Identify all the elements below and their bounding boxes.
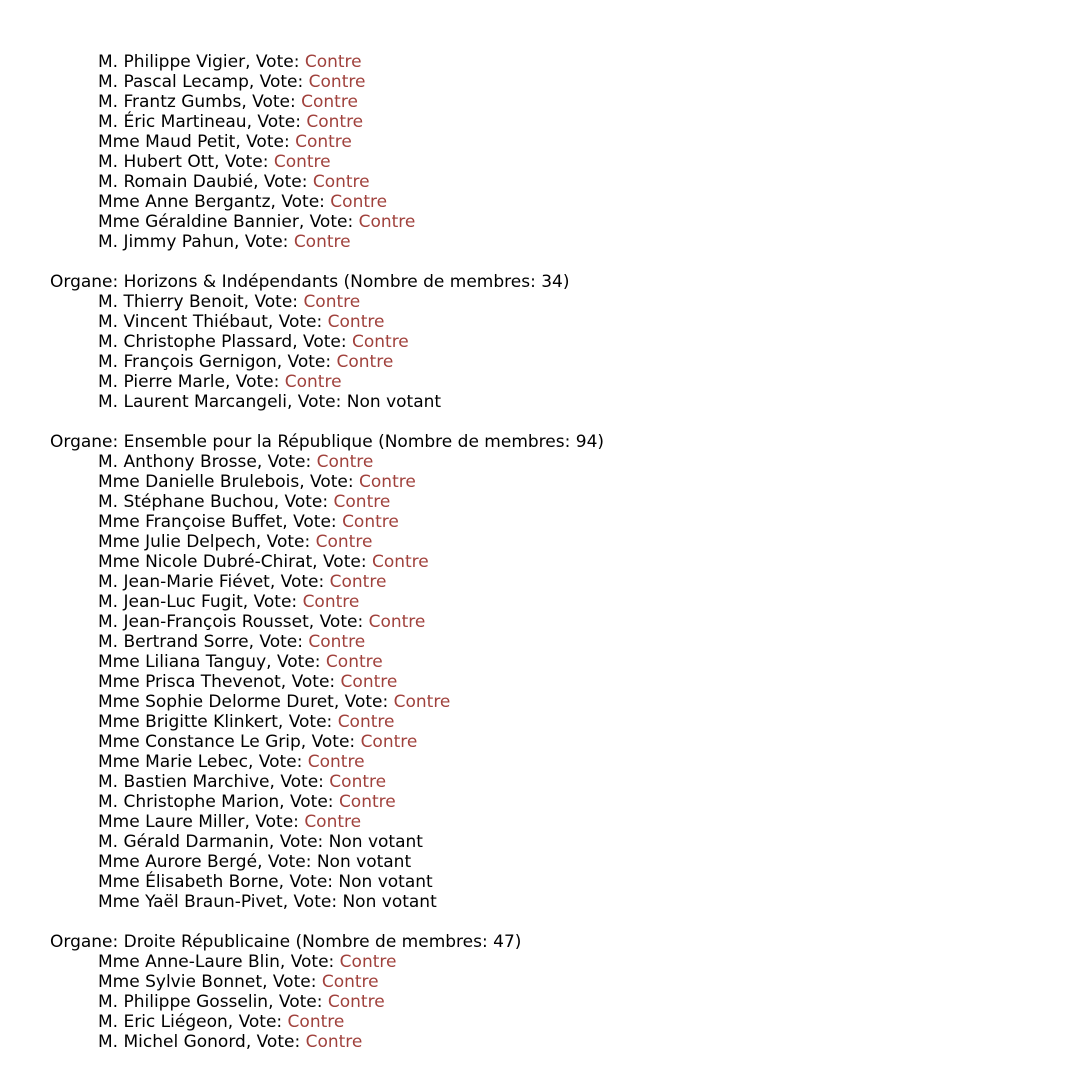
member-row	[50, 152, 604, 172]
vote-value: Contre	[302, 592, 360, 612]
member-name: M. Pierre Marle	[98, 372, 225, 392]
member-name: M. Thierry Benoit	[98, 292, 244, 312]
member-row	[50, 692, 604, 712]
vote-prefix: , Vote:	[279, 952, 340, 972]
member-row	[50, 652, 604, 672]
members-count: 94	[575, 432, 598, 452]
vote-value: Contre	[284, 372, 342, 392]
vote-prefix: , Vote:	[246, 112, 307, 132]
vote-value: Contre	[308, 632, 366, 652]
member-row	[50, 892, 604, 912]
member-name: M. Stéphane Buchou	[98, 492, 274, 512]
member-name: M. Philippe Gosselin	[98, 992, 269, 1012]
vote-prefix: , Vote:	[273, 492, 334, 512]
member-row	[50, 372, 604, 392]
vote-value: Non votant	[328, 832, 423, 852]
member-row	[50, 592, 604, 612]
vote-value: Contre	[303, 292, 361, 312]
member-name: M. Laurent Marcangeli	[98, 392, 287, 412]
vote-value: Contre	[337, 712, 395, 732]
members-suffix: )	[562, 272, 570, 292]
members-prefix: (Nombre de membres:	[290, 932, 494, 952]
member-row	[50, 112, 604, 132]
member-row	[50, 572, 604, 592]
vote-value: Contre	[333, 492, 391, 512]
vote-prefix: , Vote:	[269, 772, 330, 792]
member-row	[50, 752, 604, 772]
vote-results-document	[50, 52, 604, 1052]
vote-prefix: , Vote:	[280, 672, 341, 692]
member-name: M. Eric Liégeon	[98, 1012, 228, 1032]
member-name: M. Frantz Gumbs	[98, 92, 242, 112]
member-row	[50, 92, 604, 112]
group-spacer	[50, 912, 604, 932]
vote-value: Contre	[338, 792, 396, 812]
vote-value: Contre	[308, 72, 366, 92]
vote-prefix: , Vote:	[292, 332, 352, 352]
vote-prefix: , Vote:	[270, 192, 331, 212]
member-row	[50, 812, 604, 832]
vote-prefix: , Vote:	[243, 292, 304, 312]
vote-value: Contre	[342, 512, 399, 532]
member-name: M. Bertrand Sorre	[98, 632, 249, 652]
member-row	[50, 772, 604, 792]
vote-prefix: , Vote:	[245, 1032, 306, 1052]
vote-value: Contre	[287, 1012, 345, 1032]
member-row	[50, 312, 604, 332]
member-name: Mme Maud Petit	[98, 132, 236, 152]
vote-prefix: , Vote:	[253, 172, 313, 192]
member-row	[50, 1032, 604, 1052]
member-row	[50, 532, 604, 552]
vote-prefix: , Vote:	[333, 692, 394, 712]
member-name: Mme Anne-Laure Blin	[98, 952, 280, 972]
group-name: Droite Républicaine	[123, 932, 291, 952]
vote-value: Non votant	[338, 872, 433, 892]
vote-prefix: , Vote:	[268, 832, 329, 852]
vote-value: Contre	[273, 152, 331, 172]
member-name: Mme Aurore Bergé	[98, 852, 258, 872]
group-name: Horizons & Indépendants	[123, 272, 339, 292]
member-name: M. Jimmy Pahun	[98, 232, 235, 252]
member-name: Mme Danielle Brulebois	[98, 472, 300, 492]
vote-prefix: , Vote:	[256, 452, 317, 472]
member-row	[50, 352, 604, 372]
vote-prefix: , Vote:	[244, 812, 305, 832]
member-row	[50, 712, 604, 732]
vote-prefix: , Vote:	[267, 312, 328, 332]
vote-value: Contre	[307, 752, 365, 772]
group-name: Ensemble pour la République	[123, 432, 373, 452]
member-row	[50, 632, 604, 652]
member-row	[50, 1012, 604, 1032]
member-name: M. Bastien Marchive	[98, 772, 270, 792]
vote-value: Contre	[351, 332, 409, 352]
vote-prefix: , Vote:	[277, 712, 338, 732]
group-spacer	[50, 412, 604, 432]
vote-value: Non votant	[316, 852, 412, 872]
member-row	[50, 972, 604, 992]
member-row	[50, 132, 604, 152]
members-count: 34	[541, 272, 563, 292]
vote-prefix: , Vote:	[268, 992, 328, 1012]
member-row	[50, 512, 604, 532]
vote-value: Non votant	[342, 892, 437, 912]
vote-value: Contre	[301, 92, 358, 112]
member-name: Mme Laure Miller	[98, 812, 245, 832]
vote-prefix: , Vote:	[312, 552, 372, 572]
member-row	[50, 212, 604, 232]
member-row	[50, 872, 604, 892]
vote-value: Contre	[339, 952, 397, 972]
vote-prefix: , Vote:	[227, 1012, 288, 1032]
members-prefix: (Nombre de membres:	[372, 432, 576, 452]
member-name: Mme Julie Delpech	[98, 532, 256, 552]
vote-value: Contre	[336, 352, 394, 372]
member-name: Mme Prisca Thevenot	[98, 672, 281, 692]
organe-prefix: Organe:	[50, 932, 124, 952]
vote-value: Contre	[316, 452, 374, 472]
group-header	[50, 272, 604, 292]
member-name: M. Christophe Plassard	[98, 332, 293, 352]
vote-prefix: , Vote:	[248, 632, 309, 652]
vote-prefix: , Vote:	[224, 372, 285, 392]
vote-value: Contre	[358, 212, 416, 232]
member-row	[50, 172, 604, 192]
member-row	[50, 232, 604, 252]
vote-value: Non votant	[346, 392, 442, 412]
member-name: M. Philippe Vigier	[98, 52, 246, 72]
vote-value: Contre	[329, 572, 387, 592]
vote-prefix: , Vote:	[278, 872, 339, 892]
member-name: M. Vincent Thiébaut	[98, 312, 268, 332]
member-row	[50, 732, 604, 752]
vote-prefix: , Vote:	[234, 232, 294, 252]
member-row	[50, 52, 604, 72]
vote-value: Contre	[393, 692, 451, 712]
member-name: Mme Nicole Dubré-Chirat	[98, 552, 313, 572]
member-row	[50, 832, 604, 852]
member-name: Mme Françoise Buffet	[98, 512, 283, 532]
vote-prefix: , Vote:	[269, 572, 330, 592]
group-spacer	[50, 252, 604, 272]
member-row	[50, 292, 604, 312]
vote-prefix: , Vote:	[248, 72, 309, 92]
member-row	[50, 472, 604, 492]
vote-value: Contre	[293, 232, 351, 252]
member-name: Mme Anne Bergantz	[98, 192, 271, 212]
group-header	[50, 932, 604, 952]
vote-prefix: , Vote:	[235, 132, 296, 152]
vote-value: Contre	[295, 132, 352, 152]
vote-value: Contre	[371, 552, 429, 572]
member-name: M. Anthony Brosse	[98, 452, 257, 472]
member-name: M. Hubert Ott	[98, 152, 215, 172]
vote-prefix: , Vote:	[298, 212, 359, 232]
member-name: Mme Yaël Braun-Pivet	[98, 892, 283, 912]
member-row	[50, 332, 604, 352]
vote-prefix: , Vote:	[299, 472, 360, 492]
member-row	[50, 672, 604, 692]
members-count: 47	[493, 932, 515, 952]
member-name: Mme Géraldine Bannier	[98, 212, 299, 232]
member-row	[50, 72, 604, 92]
member-row	[50, 612, 604, 632]
vote-value: Contre	[315, 532, 373, 552]
member-name: Mme Brigitte Klinkert	[98, 712, 278, 732]
vote-prefix: , Vote:	[257, 852, 317, 872]
vote-prefix: , Vote:	[242, 592, 303, 612]
vote-prefix: , Vote:	[287, 392, 347, 412]
member-name: Mme Constance Le Grip	[98, 732, 301, 752]
organe-prefix: Organe:	[50, 432, 124, 452]
member-name: M. Romain Daubié	[98, 172, 254, 192]
vote-prefix: , Vote:	[266, 652, 326, 672]
members-suffix: )	[597, 432, 605, 452]
member-name: M. Gérald Darmanin	[98, 832, 269, 852]
vote-prefix: , Vote:	[300, 732, 361, 752]
members-prefix: (Nombre de membres:	[338, 272, 542, 292]
vote-prefix: , Vote:	[214, 152, 274, 172]
vote-value: Contre	[340, 672, 398, 692]
member-name: M. Christophe Marion	[98, 792, 280, 812]
member-name: M. François Gernigon	[98, 352, 277, 372]
group-header	[50, 432, 604, 452]
member-name: M. Éric Martineau	[98, 112, 247, 132]
member-name: Mme Sylvie Bonnet	[98, 972, 263, 992]
vote-value: Contre	[312, 172, 370, 192]
vote-prefix: , Vote:	[245, 52, 305, 72]
vote-value: Contre	[359, 472, 416, 492]
vote-prefix: , Vote:	[282, 892, 343, 912]
member-row	[50, 552, 604, 572]
vote-prefix: , Vote:	[279, 792, 339, 812]
member-name: M. Michel Gonord	[98, 1032, 246, 1052]
member-row	[50, 792, 604, 812]
member-name: Mme Sophie Delorme Duret	[98, 692, 334, 712]
vote-value: Contre	[368, 612, 426, 632]
member-row	[50, 492, 604, 512]
vote-value: Contre	[327, 992, 385, 1012]
vote-value: Contre	[329, 772, 387, 792]
vote-prefix: , Vote:	[262, 972, 322, 992]
vote-prefix: , Vote:	[276, 352, 337, 372]
vote-prefix: , Vote:	[247, 752, 308, 772]
members-suffix: )	[514, 932, 522, 952]
vote-prefix: , Vote:	[308, 612, 369, 632]
member-name: Mme Marie Lebec	[98, 752, 248, 772]
vote-prefix: , Vote:	[282, 512, 343, 532]
vote-value: Contre	[306, 112, 364, 132]
vote-prefix: , Vote:	[241, 92, 302, 112]
vote-value: Contre	[304, 812, 362, 832]
vote-value: Contre	[304, 52, 362, 72]
member-name: M. Jean-Luc Fugit	[98, 592, 243, 612]
member-row	[50, 392, 604, 412]
member-name: M. Jean-Marie Fiévet	[98, 572, 270, 592]
organe-prefix: Organe:	[50, 272, 124, 292]
vote-value: Contre	[360, 732, 418, 752]
member-name: M. Pascal Lecamp	[98, 72, 249, 92]
vote-value: Contre	[325, 652, 383, 672]
member-name: M. Jean-François Rousset	[98, 612, 309, 632]
member-name: Mme Élisabeth Borne	[98, 872, 279, 892]
member-row	[50, 452, 604, 472]
vote-prefix: , Vote:	[255, 532, 316, 552]
member-row	[50, 852, 604, 872]
vote-value: Contre	[305, 1032, 363, 1052]
member-row	[50, 992, 604, 1012]
member-name: Mme Liliana Tanguy	[98, 652, 267, 672]
vote-value: Contre	[327, 312, 385, 332]
member-row	[50, 192, 604, 212]
vote-value: Contre	[330, 192, 388, 212]
member-row	[50, 952, 604, 972]
vote-value: Contre	[321, 972, 379, 992]
